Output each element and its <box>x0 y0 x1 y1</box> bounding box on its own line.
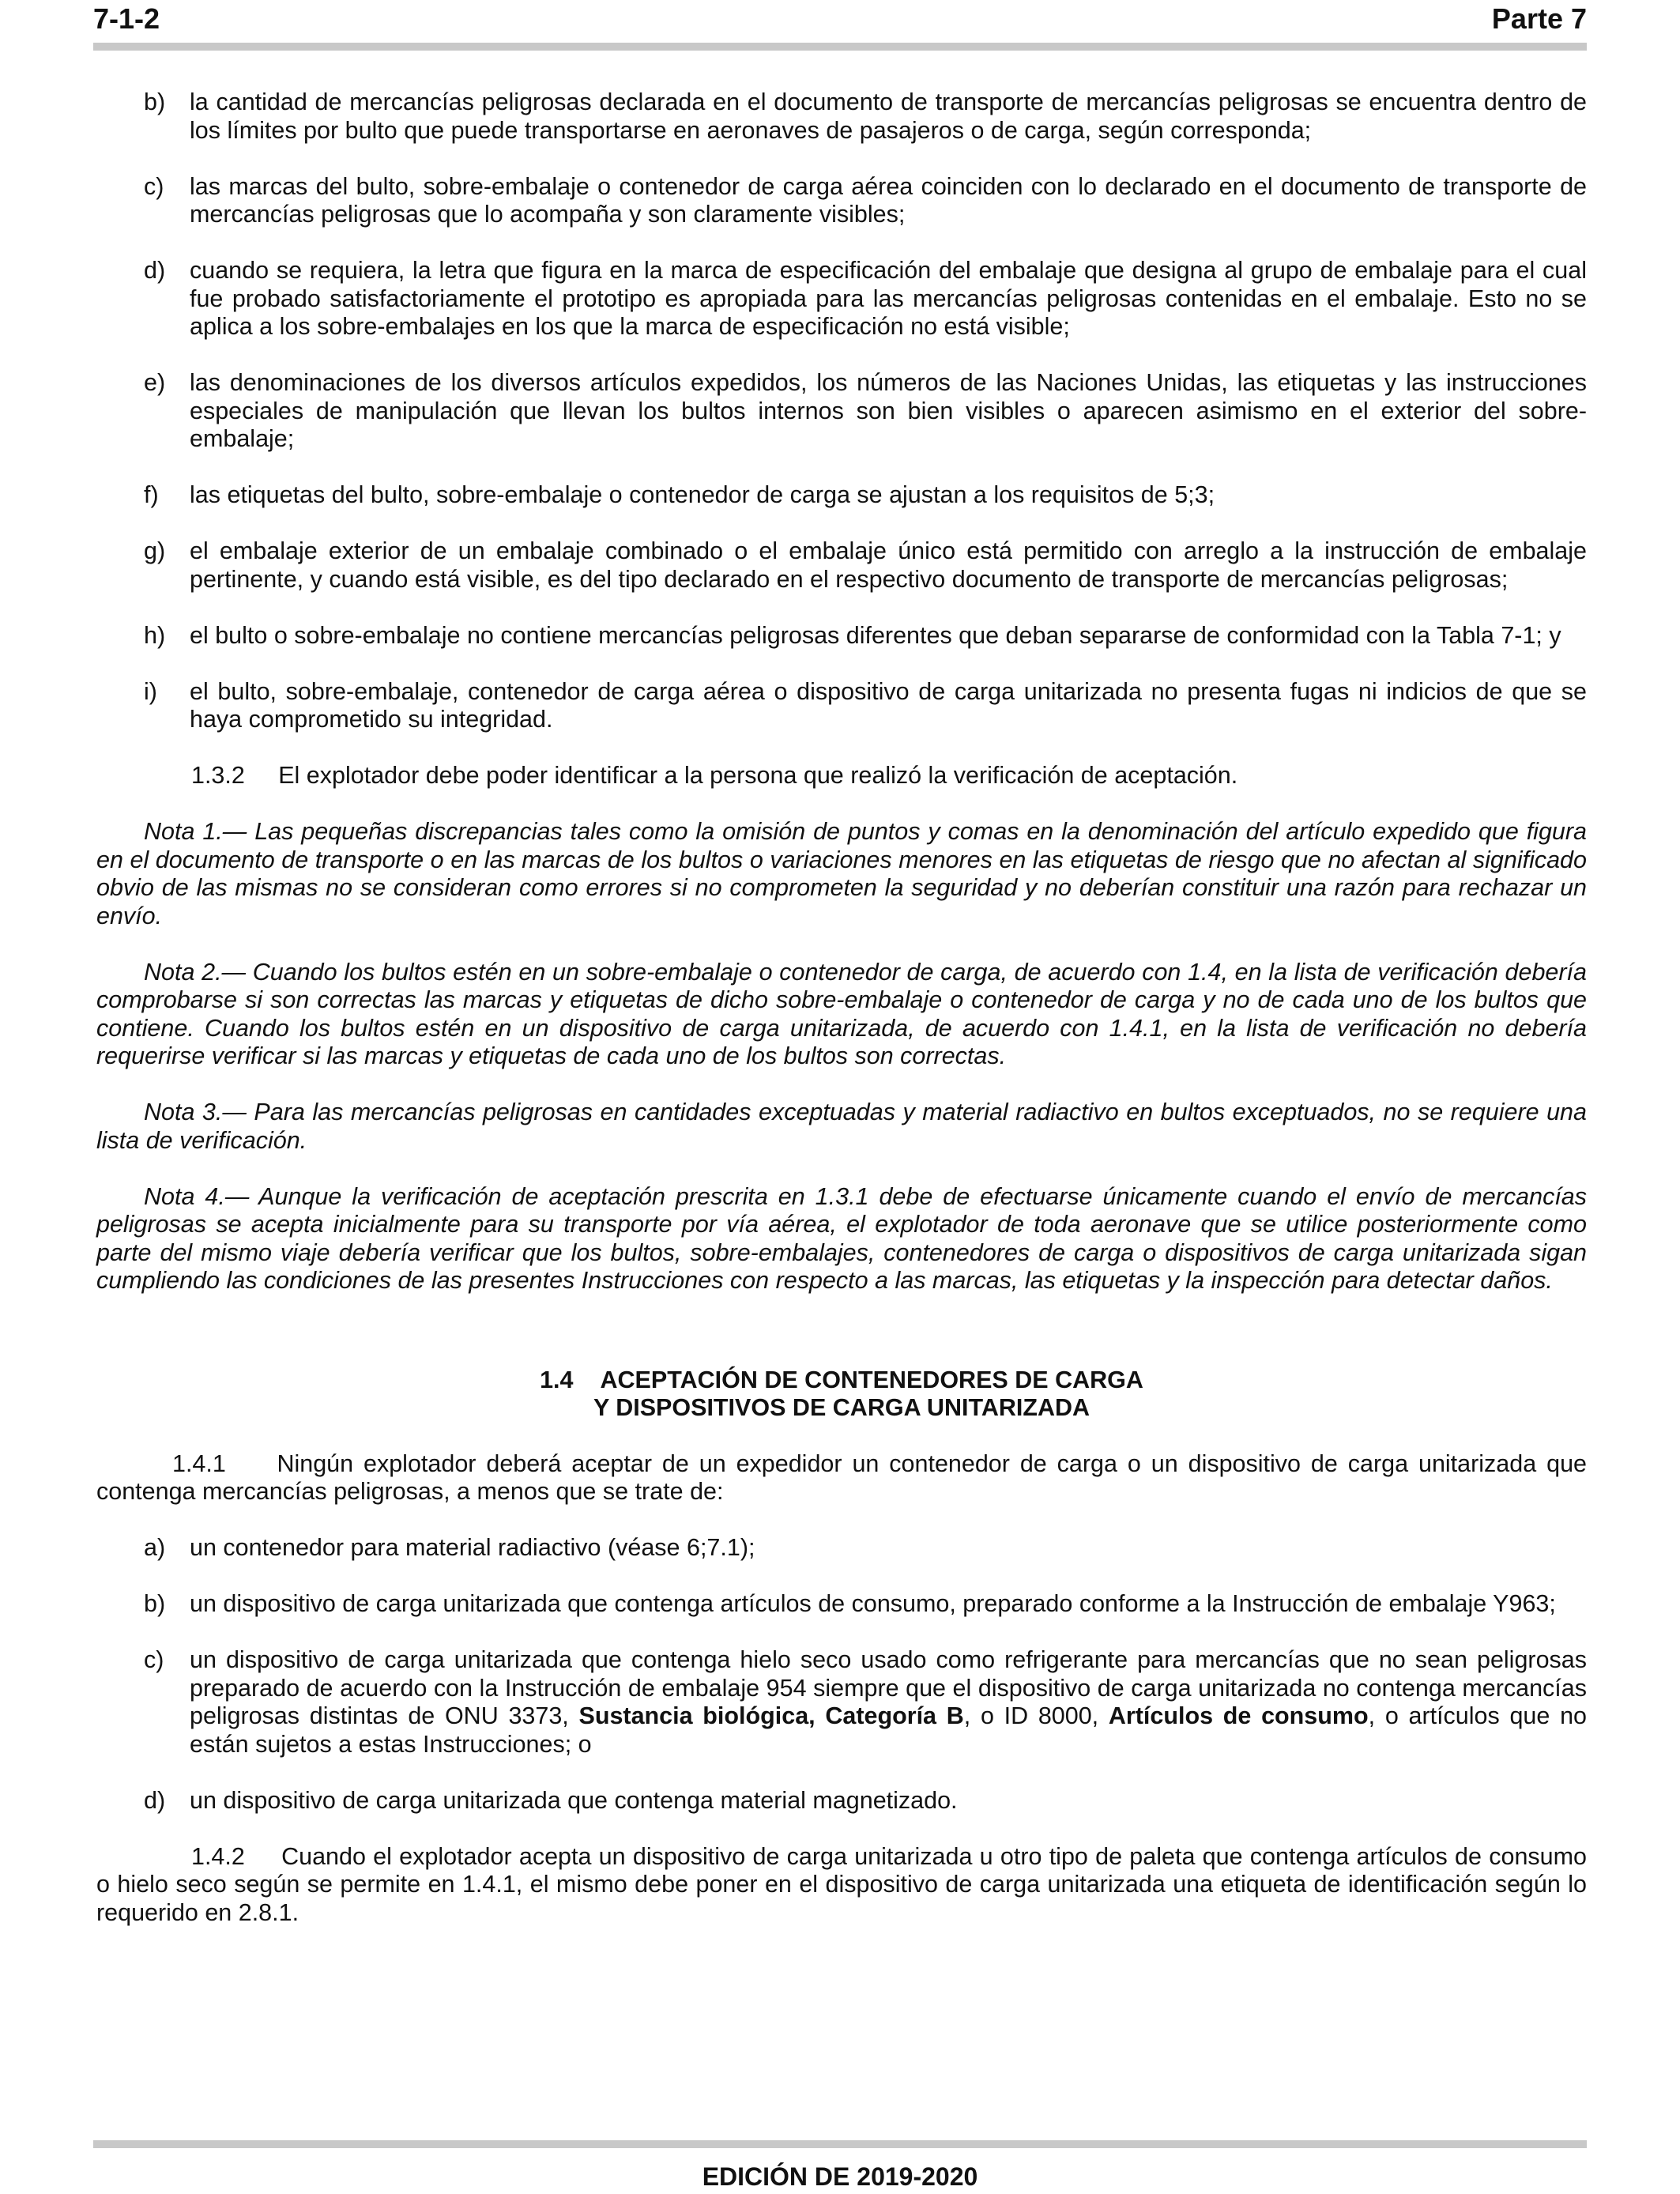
list-item-text: el bulto, sobre-embalaje, contenedor de carga aérea o dispositivo de carga unitarizada no presenta fugas ni indicios de que se haya comprometido su integridad. <box>190 677 1587 733</box>
list-item-label: b) <box>144 1590 166 1617</box>
note-3 <box>96 1099 1587 1155</box>
bold-term: Sustancia biológica, Categoría B <box>578 1702 964 1729</box>
text-run: un dispositivo de carga unitarizada que contenga hielo seco usado como refrigerante para mercancías que no sean peligrosas preparado de acuerdo con la Instrucción de embalaje 954 siempre que el dispositivo de carga unitarizada no contenga mercancías peligrosas distintas de ONU 3373, <box>190 1646 1587 1729</box>
bold-term: Artículos de consumo <box>1108 1702 1369 1729</box>
paragraph-number: 1.4.2 <box>191 1842 245 1870</box>
list-item-label: c) <box>144 172 164 200</box>
list-item <box>96 173 1587 229</box>
list-item-text: las marcas del bulto, sobre-embalaje o contenedor de carga aérea coinciden con lo declarado en el documento de transporte de mercancías peligrosas que lo acompaña y son claramente visibles; <box>190 172 1587 228</box>
note-text: Aunque la verificación de aceptación prescrita en 1.3.1 debe de efectuarse únicamente cuando el envío de mercancías peligrosas se acepta inicialmente para su transporte por vía aérea, el explotador de toda aeronave que se utilice posteriormente como parte del mismo viaje debería verificar que los bultos, sobre-embalajes, contenedores de carga o dispositivos de carga unitarizada sigan cumpliendo las condiciones de las presentes Instrucciones con respecto a las marcas, las etiquetas y la inspección para detectar daños. <box>96 1182 1588 1294</box>
list-item <box>96 622 1587 650</box>
page-number: 7-1-2 <box>93 2 160 35</box>
section-title-line-2: Y DISPOSITIVOS DE CARGA UNITARIZADA <box>593 1394 1090 1421</box>
list-item <box>96 1590 1587 1619</box>
note-text: Para las mercancías peligrosas en cantidades exceptuadas y material radiactivo en bultos exceptuados, no se requiere una lista de verificación. <box>96 1099 1587 1154</box>
list-item-text: un dispositivo de carga unitarizada que contenga material magnetizado. <box>190 1786 958 1814</box>
list-item <box>96 89 1587 145</box>
note-label: Nota 2.— <box>144 958 247 986</box>
page-body <box>96 89 1587 1955</box>
list-item-label: d) <box>144 257 166 284</box>
list-item-label: d) <box>144 1786 166 1814</box>
list-item-label: c) <box>144 1646 164 1673</box>
list-item <box>96 481 1587 510</box>
list-item-text <box>190 1646 1587 1759</box>
note-label: Nota 4.— <box>144 1182 250 1210</box>
text-run: , o ID 8000, <box>963 1702 1099 1729</box>
paragraph-number: 1.4.1 <box>172 1449 226 1477</box>
note-label: Nota 1.— <box>144 818 247 845</box>
part-label: Parte 7 <box>1491 2 1587 35</box>
section-title-line-1: ACEPTACIÓN DE CONTENEDORES DE CARGA <box>600 1366 1143 1393</box>
list-item-text: el bulto o sobre-embalaje no contiene mercancías peligrosas diferentes que deban separarse de conformidad con la Tabla 7-1; y <box>190 621 1561 649</box>
list-item <box>96 1646 1587 1759</box>
paragraph-1-4-1 <box>96 1450 1587 1506</box>
header-rule <box>93 43 1587 51</box>
list-item-text: cuando se requiera, la letra que figura en la marca de especificación del embalaje que designa al grupo de embalaje para el cual fue probado satisfactoriamente el prototipo es apropiada para las mercancías peligrosas contenidas en el embalaje. Esto no se aplica a los sobre-embalajes en los que la marca de especificación no está visible; <box>190 257 1587 340</box>
list-item-label: h) <box>144 621 166 649</box>
list-item-text: un dispositivo de carga unitarizada que contenga artículos de consumo, preparado conforme a la Instrucción de embalaje Y963; <box>190 1590 1556 1617</box>
paragraph-text: El explotador debe poder identificar a la persona que realizó la verificación de aceptación. <box>278 762 1238 789</box>
paragraph-1-4-2 <box>96 1843 1587 1928</box>
list-item-text: el embalaje exterior de un embalaje combinado o el embalaje único está permitido con arreglo a la instrucción de embalaje pertinente, y cuando está visible, es del tipo declarado en el respectivo documento de transporte de mercancías peligrosas; <box>190 537 1587 593</box>
paragraph-text: Ningún explotador deberá aceptar de un expedidor un contenedor de carga o un dispositivo de carga unitarizada que contenga mercancías peligrosas, a menos que se trate de: <box>96 1449 1587 1505</box>
list-item-label: e) <box>144 369 166 396</box>
paragraph-text: Cuando el explotador acepta un dispositivo de carga unitarizada u otro tipo de paleta que contenga artículos de consumo o hielo seco según se permite en 1.4.1, el mismo debe poner en el dispositivo de carga unitarizada una etiqueta de identificación según lo requerido en 2.8.1. <box>96 1842 1587 1926</box>
list-item-label: g) <box>144 537 166 564</box>
list-item <box>96 1787 1587 1815</box>
footer-rule <box>93 2140 1587 2148</box>
list-item <box>96 369 1587 454</box>
list-item-text: las denominaciones de los diversos artículos expedidos, los números de las Naciones Unidas, las etiquetas y las instrucciones especiales de manipulación que llevan los bultos internos son bien visibles o aparecen asimismo en el exterior del sobre-embalaje; <box>190 369 1587 452</box>
section-number: 1.4 <box>540 1366 574 1393</box>
note-text: Las pequeñas discrepancias tales como la omisión de puntos y comas en la denominación del artículo expedido que figura en el documento de transporte o en las marcas de los bultos o variaciones menores en las etiquetas de riesgo que no afectan al significado obvio de las mismas no se consideran como errores si no comprometen la seguridad y no deberían constituir una razón para rechazar un envío. <box>96 818 1587 929</box>
note-4 <box>96 1183 1587 1295</box>
list-item-label: i) <box>144 677 157 705</box>
paragraph-number: 1.3.2 <box>191 762 245 789</box>
edition-footer: EDICIÓN DE 2019-2020 <box>702 2162 978 2191</box>
list-item <box>96 257 1587 341</box>
note-1 <box>96 818 1587 930</box>
list-item-text: las etiquetas del bulto, sobre-embalaje o contenedor de carga se ajustan a los requisitos de 5;3; <box>190 481 1215 508</box>
section-heading <box>96 1367 1587 1423</box>
list-item <box>96 678 1587 734</box>
note-text: Cuando los bultos estén en un sobre-embalaje o contenedor de carga, de acuerdo con 1.4, en la lista de verificación debería comprobarse si son correctas las marcas y etiquetas de dicho sobre-embalaje o contenedor de carga y no de cada uno de los bultos que contiene. Cuando los bultos estén en un dispositivo de carga unitarizada, de acuerdo con 1.4.1, en la lista de verificación no debería requerirse verificar si las marcas y etiquetas de cada uno de los bultos son correctas. <box>96 958 1587 1069</box>
paragraph-1-3-2 <box>96 762 1587 790</box>
list-item-label: f) <box>144 481 159 508</box>
list-item-label: b) <box>144 89 166 115</box>
list-item-text: la cantidad de mercancías peligrosas declarada en el documento de transporte de mercancías peligrosas se encuentra dentro de los límites por bulto que puede transportarse en aeronaves de pasajeros o de carga, según corresponda; <box>190 89 1587 144</box>
note-2 <box>96 959 1587 1071</box>
text-run: , o artículos que no están sujetos a estas Instrucciones; o <box>190 1702 1587 1758</box>
list-item <box>96 537 1587 594</box>
note-label: Nota 3.— <box>144 1099 247 1125</box>
list-item <box>96 1534 1587 1563</box>
list-item-label: a) <box>144 1534 166 1561</box>
list-item-text: un contenedor para material radiactivo (véase 6;7.1); <box>190 1534 755 1561</box>
